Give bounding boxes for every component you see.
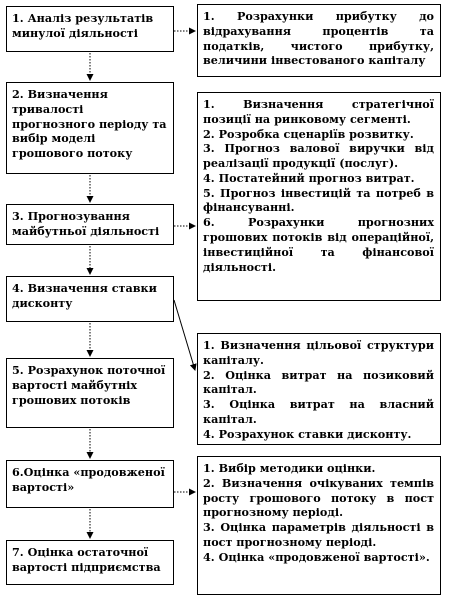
step-5-box: 5. Розрахунок поточної вартості майбутніх грошових потоків xyxy=(6,358,174,428)
detail-4-item-1: 1. Вибір методики оцінки. xyxy=(203,461,376,475)
link-step4-detail3 xyxy=(174,300,195,370)
detail-2-item-6: 6. Розрахунки прогнозних грошових потоків від операційної, інвестиційної та фінансової діяльності. xyxy=(203,215,434,274)
detail-2-item-2: 2. Розробка сценаріїв розвитку. xyxy=(203,126,414,141)
detail-3-item-4: 4. Розрахунок ставки дисконту. xyxy=(203,426,412,441)
detail-2-item-4: 4. Постатейний прогноз витрат. xyxy=(203,170,415,185)
step-7-box: 7. Оцінка остаточної вартості підприємства xyxy=(6,540,174,585)
detail-3-item-3: 3. Оцінка витрат на власний капітал. xyxy=(203,397,434,426)
detail-1-item-1: 1. Розрахунки прибутку до відрахування процентів та податків, чистого прибутку, величини інвестованого капіталу xyxy=(203,9,434,68)
detail-4-item-3: 3. Оцінка параметрів діяльності в пост прогнозному періоді. xyxy=(203,520,434,549)
step-3-box: 3. Прогнозування майбутньої діяльності xyxy=(6,204,174,245)
detail-2-item-1: 1. Визначення стратегічної позиції на ринковому сегменті. xyxy=(203,97,434,126)
detail-2-item-3: 3. Прогноз валової виручки від реалізації продукції (послуг). xyxy=(203,141,434,171)
detail-3-item-1: 1. Визначення цільової структури капіталу. xyxy=(203,338,434,367)
step-2-box: 2. Визначення тривалості прогнозного періоду та вибір моделі грошового потоку xyxy=(6,82,174,174)
detail-3-item-2: 2. Оцінка витрат на позиковий капітал. xyxy=(203,367,434,397)
detail-4-item-4: 4. Оцінка «продовженої вартості». xyxy=(203,549,430,564)
detail-4-item-2: 2. Визначення очікуваних темпів росту грошового потоку в пост прогнозному періоді. xyxy=(203,475,434,520)
step-4-box: 4. Визначення ставки дисконту xyxy=(6,276,174,322)
step-6-box: 6.Оцінка «продовженої вартості» xyxy=(6,460,174,508)
detail-2-item-5: 5. Прогноз інвестицій та потреб в фінансуванні. xyxy=(203,185,434,215)
step-1-box: 1. Аналіз результатів минулої діяльності xyxy=(6,6,174,52)
